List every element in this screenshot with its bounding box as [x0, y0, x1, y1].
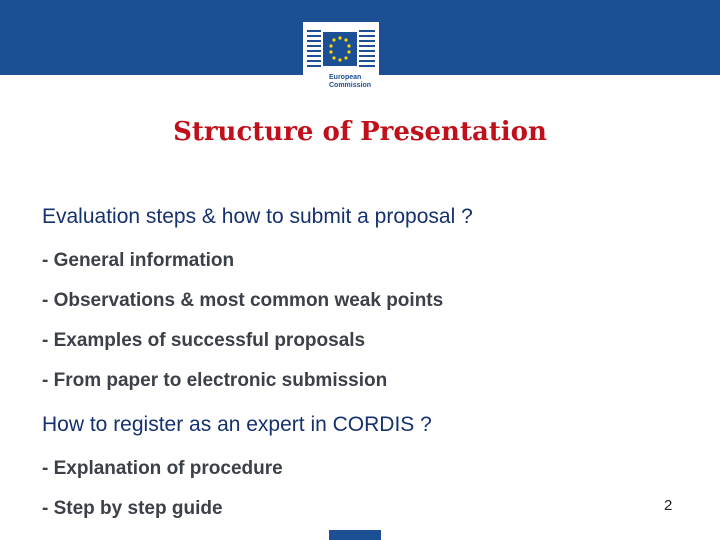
section-heading-evaluation: Evaluation steps & how to submit a proposal ? — [42, 205, 473, 228]
list-item: - General information — [42, 250, 235, 271]
list-item: - Examples of successful proposals — [42, 330, 366, 351]
list-item: - From paper to electronic submission — [42, 370, 388, 391]
section-heading-cordis: How to register as an expert in CORDIS ? — [42, 413, 432, 436]
slide-title: Structure of Presentation — [173, 117, 547, 147]
list-item: - Observations & most common weak points — [42, 290, 444, 311]
list-item: - Step by step guide — [42, 498, 223, 519]
list-item: - Explanation of procedure — [42, 458, 283, 479]
european-commission-logo — [303, 22, 379, 100]
logo-line-commission: Commission — [329, 82, 372, 89]
page-number: 2 — [664, 497, 673, 514]
logo-text — [329, 74, 371, 90]
logo-line-european: European — [329, 74, 362, 81]
footer-accent-bar — [329, 530, 381, 540]
